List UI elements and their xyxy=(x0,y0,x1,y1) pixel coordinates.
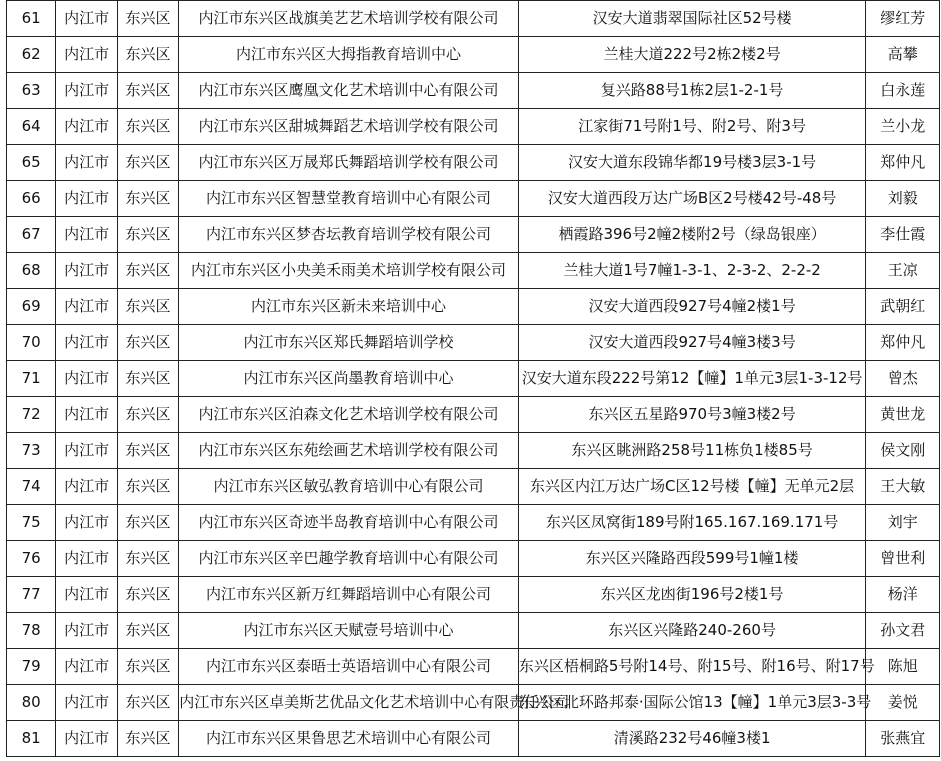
city-cell: 内江市 xyxy=(56,397,117,433)
table-row xyxy=(7,217,940,253)
address-cell: 清溪路232号46幢3楼1 xyxy=(518,721,866,757)
institution-table xyxy=(6,0,940,757)
table-row xyxy=(7,613,940,649)
institution-name-cell: 内江市东兴区大拇指教育培训中心 xyxy=(179,37,519,73)
table-row xyxy=(7,145,940,181)
district-cell: 东兴区 xyxy=(117,505,178,541)
contact-person-cell: 兰小龙 xyxy=(866,109,940,145)
table-row xyxy=(7,73,940,109)
table-row xyxy=(7,685,940,721)
institution-name-cell: 内江市东兴区鹰凰文化艺术培训中心有限公司 xyxy=(179,73,519,109)
district-cell: 东兴区 xyxy=(117,253,178,289)
institution-name-cell: 内江市东兴区泊森文化艺术培训学校有限公司 xyxy=(179,397,519,433)
institution-name-cell: 内江市东兴区卓美斯艺优品文化艺术培训中心有限责任公司 xyxy=(179,685,519,721)
contact-person-cell: 张燕宜 xyxy=(866,721,940,757)
contact-person-cell: 姜悦 xyxy=(866,685,940,721)
table-row xyxy=(7,469,940,505)
table-row xyxy=(7,1,940,37)
address-cell: 东兴区兴隆路240-260号 xyxy=(518,613,866,649)
city-cell: 内江市 xyxy=(56,649,117,685)
table-row xyxy=(7,541,940,577)
district-cell: 东兴区 xyxy=(117,217,178,253)
contact-person-cell: 孙文君 xyxy=(866,613,940,649)
row-number: 64 xyxy=(7,109,56,145)
row-number: 73 xyxy=(7,433,56,469)
district-cell: 东兴区 xyxy=(117,109,178,145)
row-number: 62 xyxy=(7,37,56,73)
row-number: 61 xyxy=(7,1,56,37)
city-cell: 内江市 xyxy=(56,289,117,325)
institution-name-cell: 内江市东兴区敏弘教育培训中心有限公司 xyxy=(179,469,519,505)
institution-name-cell: 内江市东兴区梦杏坛教育培训学校有限公司 xyxy=(179,217,519,253)
row-number: 63 xyxy=(7,73,56,109)
city-cell: 内江市 xyxy=(56,325,117,361)
district-cell: 东兴区 xyxy=(117,541,178,577)
address-cell: 汉安大道东段锦华都19号楼3层3-1号 xyxy=(518,145,866,181)
row-number: 75 xyxy=(7,505,56,541)
institution-name-cell: 内江市东兴区智慧堂教育培训中心有限公司 xyxy=(179,181,519,217)
district-cell: 东兴区 xyxy=(117,289,178,325)
district-cell: 东兴区 xyxy=(117,577,178,613)
district-cell: 东兴区 xyxy=(117,325,178,361)
row-number: 68 xyxy=(7,253,56,289)
row-number: 80 xyxy=(7,685,56,721)
city-cell: 内江市 xyxy=(56,433,117,469)
city-cell: 内江市 xyxy=(56,721,117,757)
contact-person-cell: 白永莲 xyxy=(866,73,940,109)
address-cell: 东兴区北环路邦泰·国际公馆13【幢】1单元3层3-3号 xyxy=(518,685,866,721)
row-number: 81 xyxy=(7,721,56,757)
row-number: 71 xyxy=(7,361,56,397)
institution-name-cell: 内江市东兴区万晟郑氏舞蹈培训学校有限公司 xyxy=(179,145,519,181)
address-cell: 兰桂大道222号2栋2楼2号 xyxy=(518,37,866,73)
contact-person-cell: 高攀 xyxy=(866,37,940,73)
address-cell: 东兴区梧桐路5号附14号、附15号、附16号、附17号 xyxy=(518,649,866,685)
contact-person-cell: 陈旭 xyxy=(866,649,940,685)
district-cell: 东兴区 xyxy=(117,469,178,505)
row-number: 69 xyxy=(7,289,56,325)
district-cell: 东兴区 xyxy=(117,649,178,685)
address-cell: 东兴区凤窝街189号附165.167.169.171号 xyxy=(518,505,866,541)
district-cell: 东兴区 xyxy=(117,145,178,181)
contact-person-cell: 武朝红 xyxy=(866,289,940,325)
address-cell: 兰桂大道1号7幢1-3-1、2-3-2、2-2-2 xyxy=(518,253,866,289)
city-cell: 内江市 xyxy=(56,217,117,253)
address-cell: 东兴区兴隆路西段599号1幢1楼 xyxy=(518,541,866,577)
contact-person-cell: 曾杰 xyxy=(866,361,940,397)
institution-name-cell: 内江市东兴区甜城舞蹈艺术培训学校有限公司 xyxy=(179,109,519,145)
district-cell: 东兴区 xyxy=(117,37,178,73)
institution-name-cell: 内江市东兴区天赋壹号培训中心 xyxy=(179,613,519,649)
city-cell: 内江市 xyxy=(56,577,117,613)
district-cell: 东兴区 xyxy=(117,73,178,109)
contact-person-cell: 杨洋 xyxy=(866,577,940,613)
city-cell: 内江市 xyxy=(56,37,117,73)
city-cell: 内江市 xyxy=(56,73,117,109)
address-cell: 汉安大道西段927号4幢3楼3号 xyxy=(518,325,866,361)
address-cell: 栖霞路396号2幢2楼附2号（绿岛银座） xyxy=(518,217,866,253)
city-cell: 内江市 xyxy=(56,109,117,145)
district-cell: 东兴区 xyxy=(117,721,178,757)
institution-name-cell: 内江市东兴区泰晤士英语培训中心有限公司 xyxy=(179,649,519,685)
row-number: 70 xyxy=(7,325,56,361)
contact-person-cell: 曾世利 xyxy=(866,541,940,577)
row-number: 78 xyxy=(7,613,56,649)
contact-person-cell: 缪红芳 xyxy=(866,1,940,37)
institution-name-cell: 内江市东兴区果鲁思艺术培训中心有限公司 xyxy=(179,721,519,757)
address-cell: 东兴区龙凼街196号2楼1号 xyxy=(518,577,866,613)
row-number: 79 xyxy=(7,649,56,685)
city-cell: 内江市 xyxy=(56,685,117,721)
contact-person-cell: 郑仲凡 xyxy=(866,145,940,181)
contact-person-cell: 刘宇 xyxy=(866,505,940,541)
city-cell: 内江市 xyxy=(56,469,117,505)
city-cell: 内江市 xyxy=(56,505,117,541)
table-row xyxy=(7,37,940,73)
address-cell: 东兴区五星路970号3幢3楼2号 xyxy=(518,397,866,433)
table-row xyxy=(7,397,940,433)
table-row xyxy=(7,649,940,685)
address-cell: 汉安大道东段222号第12【幢】1单元3层1-3-12号 xyxy=(518,361,866,397)
row-number: 74 xyxy=(7,469,56,505)
institution-name-cell: 内江市东兴区奇迹半岛教育培训中心有限公司 xyxy=(179,505,519,541)
district-cell: 东兴区 xyxy=(117,613,178,649)
row-number: 76 xyxy=(7,541,56,577)
table-row xyxy=(7,181,940,217)
institution-name-cell: 内江市东兴区郑氏舞蹈培训学校 xyxy=(179,325,519,361)
row-number: 77 xyxy=(7,577,56,613)
table-row xyxy=(7,433,940,469)
contact-person-cell: 王凉 xyxy=(866,253,940,289)
row-number: 67 xyxy=(7,217,56,253)
table-body xyxy=(7,1,940,757)
institution-name-cell: 内江市东兴区尚墨教育培训中心 xyxy=(179,361,519,397)
table-row xyxy=(7,253,940,289)
address-cell: 东兴区内江万达广场C区12号楼【幢】无单元2层 xyxy=(518,469,866,505)
district-cell: 东兴区 xyxy=(117,433,178,469)
contact-person-cell: 王大敏 xyxy=(866,469,940,505)
table-row xyxy=(7,361,940,397)
district-cell: 东兴区 xyxy=(117,1,178,37)
row-number: 66 xyxy=(7,181,56,217)
row-number: 65 xyxy=(7,145,56,181)
table-row xyxy=(7,325,940,361)
address-cell: 汉安大道西段万达广场B区2号楼42号-48号 xyxy=(518,181,866,217)
city-cell: 内江市 xyxy=(56,1,117,37)
city-cell: 内江市 xyxy=(56,253,117,289)
table-row xyxy=(7,577,940,613)
table-row xyxy=(7,721,940,757)
district-cell: 东兴区 xyxy=(117,685,178,721)
table-row xyxy=(7,505,940,541)
contact-person-cell: 侯文刚 xyxy=(866,433,940,469)
institution-name-cell: 内江市东兴区小央美禾雨美术培训学校有限公司 xyxy=(179,253,519,289)
city-cell: 内江市 xyxy=(56,361,117,397)
city-cell: 内江市 xyxy=(56,613,117,649)
row-number: 72 xyxy=(7,397,56,433)
district-cell: 东兴区 xyxy=(117,361,178,397)
institution-name-cell: 内江市东兴区东苑绘画艺术培训学校有限公司 xyxy=(179,433,519,469)
contact-person-cell: 刘毅 xyxy=(866,181,940,217)
district-cell: 东兴区 xyxy=(117,181,178,217)
table-row xyxy=(7,289,940,325)
address-cell: 东兴区眺洲路258号11栋负1楼85号 xyxy=(518,433,866,469)
institution-name-cell: 内江市东兴区辛巴趣学教育培训中心有限公司 xyxy=(179,541,519,577)
contact-person-cell: 郑仲凡 xyxy=(866,325,940,361)
institution-name-cell: 内江市东兴区新未来培训中心 xyxy=(179,289,519,325)
address-cell: 江家街71号附1号、附2号、附3号 xyxy=(518,109,866,145)
contact-person-cell: 黄世龙 xyxy=(866,397,940,433)
city-cell: 内江市 xyxy=(56,145,117,181)
table-row xyxy=(7,109,940,145)
address-cell: 复兴路88号1栋2层1-2-1号 xyxy=(518,73,866,109)
city-cell: 内江市 xyxy=(56,541,117,577)
address-cell: 汉安大道翡翠国际社区52号楼 xyxy=(518,1,866,37)
institution-name-cell: 内江市东兴区战旗美艺艺术培训学校有限公司 xyxy=(179,1,519,37)
contact-person-cell: 李仕霞 xyxy=(866,217,940,253)
institution-name-cell: 内江市东兴区新万红舞蹈培训中心有限公司 xyxy=(179,577,519,613)
district-cell: 东兴区 xyxy=(117,397,178,433)
city-cell: 内江市 xyxy=(56,181,117,217)
address-cell: 汉安大道西段927号4幢2楼1号 xyxy=(518,289,866,325)
